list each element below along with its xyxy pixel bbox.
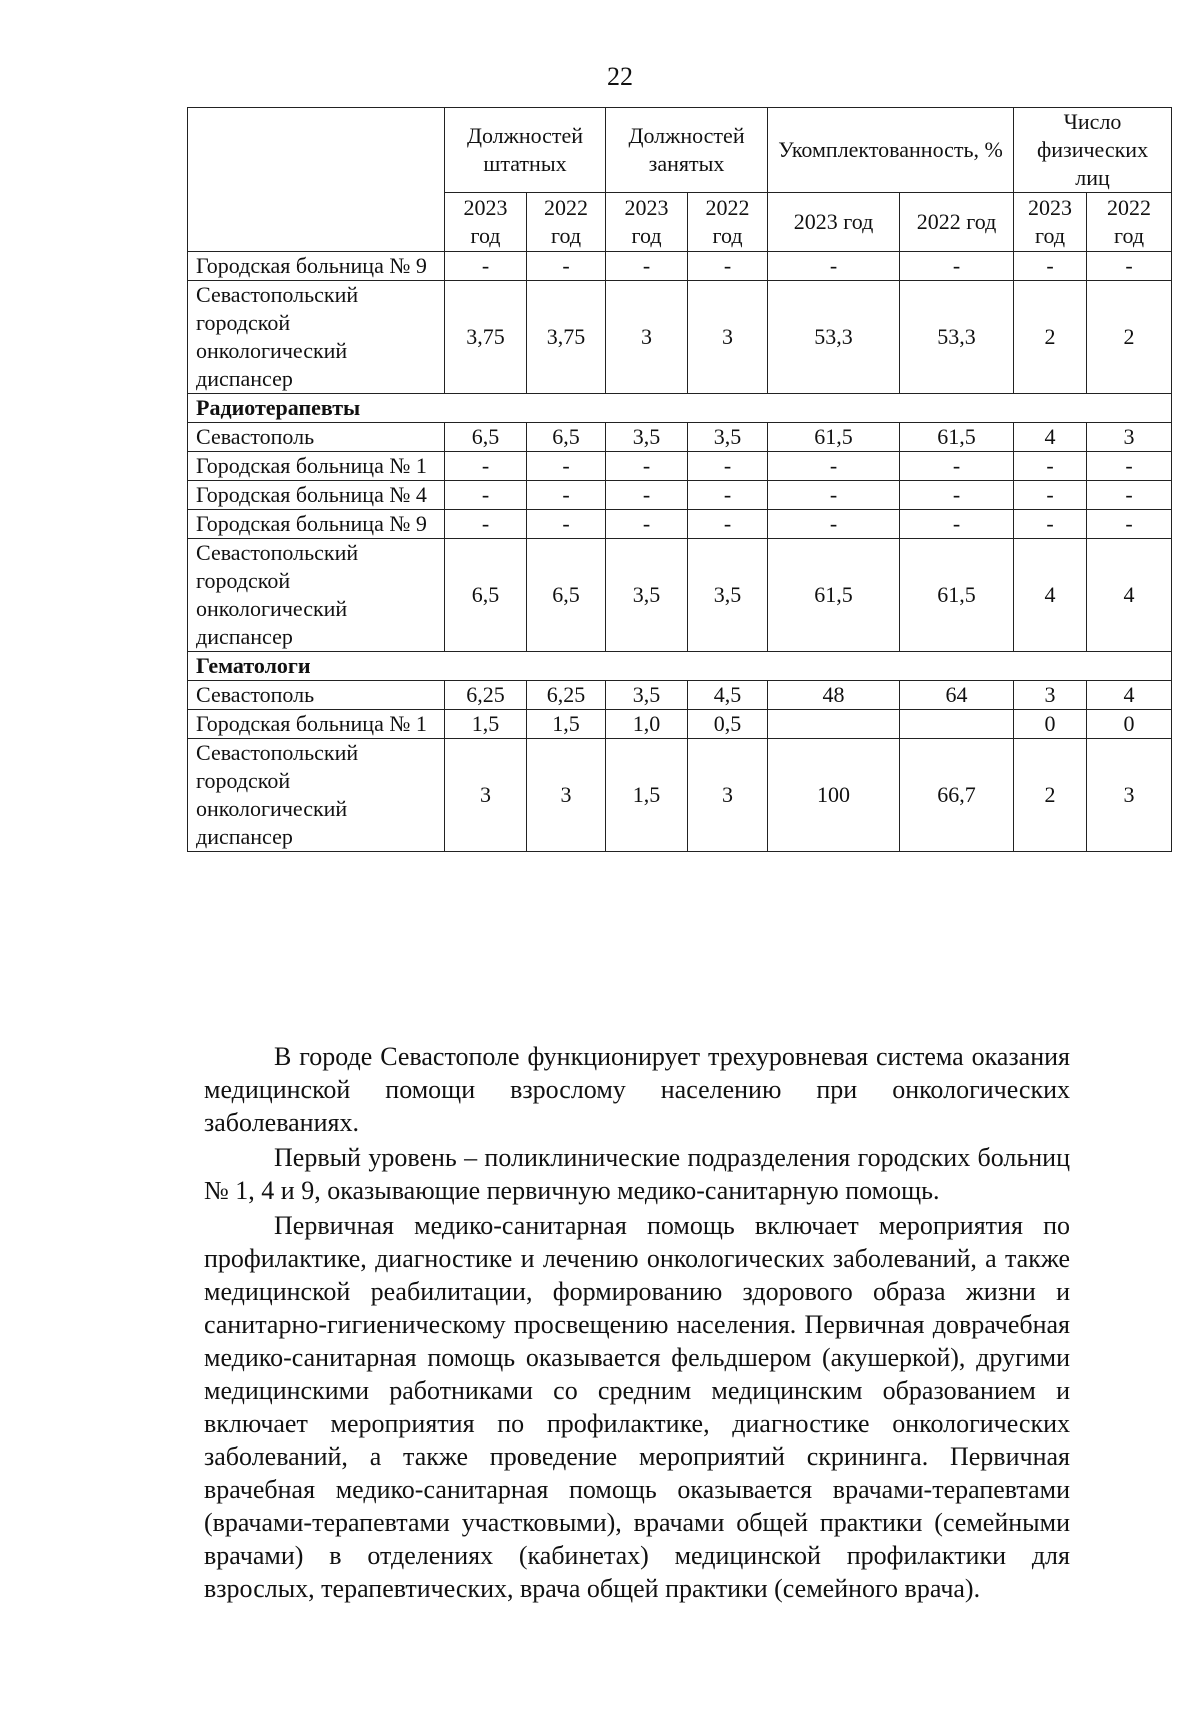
table-cell: 61,5 (768, 423, 900, 452)
paragraph: Первичная медико-санитарная помощь включает мероприятия по профилактике, диагностике и лечению онкологических заболеваний, а также медицинской реабилитации, формированию здорового образа жизни и санитарно-гигиеническому просвещению населения. Первичная доврачебная медико-санитарная помощь оказывается фельдшером (акушеркой), другими медицинскими работниками со средним медицинским образованием и включает мероприятия по профилактике, диагностике онкологических заболеваний, а также проведение мероприятий скрининга. Первичная врачебная медико-санитарная помощь оказывается врачами-терапевтами (врачами-терапевтами участковыми), врачами общей практики (семейными врачами) в отделениях (кабинетах) медицинской профилактики для взрослых, терапевтических, врача общей практики (семейного врача). (204, 1211, 1070, 1603)
institution-name: Севастополь (188, 681, 445, 710)
header-year: 2022 год (900, 193, 1014, 252)
table-section-row (188, 394, 1172, 423)
table-cell: 0 (1014, 710, 1087, 739)
table-row (188, 539, 1172, 652)
table-cell: 1,5 (527, 710, 606, 739)
table-cell: 4 (1087, 681, 1172, 710)
header-year: 2023 год (768, 193, 900, 252)
table-cell: 2 (1014, 281, 1087, 394)
table-cell: - (1014, 481, 1087, 510)
table-cell: - (606, 481, 688, 510)
table-row (188, 510, 1172, 539)
staff-table (187, 107, 1172, 852)
table-cell: 3,5 (688, 423, 768, 452)
table-cell: - (606, 252, 688, 281)
table-cell: 48 (768, 681, 900, 710)
page-number: 22 (607, 62, 633, 91)
table-cell: - (688, 510, 768, 539)
table-cell: - (768, 481, 900, 510)
table-cell: 61,5 (900, 539, 1014, 652)
table-cell: - (527, 510, 606, 539)
header-staff-positions: Должностей штатных (445, 108, 606, 193)
table-cell: - (527, 452, 606, 481)
table-row (188, 423, 1172, 452)
table-cell: 3 (688, 739, 768, 852)
table-cell: 3,5 (606, 539, 688, 652)
table-cell (900, 710, 1014, 739)
table-cell: 61,5 (900, 423, 1014, 452)
table-cell: 61,5 (768, 539, 900, 652)
table-cell: 6,25 (445, 681, 527, 710)
table-cell: 3 (445, 739, 527, 852)
header-staffing-percent: Укомплектованность, % (768, 108, 1014, 193)
table-cell: 3 (688, 281, 768, 394)
institution-name: Городская больница № 1 (188, 452, 445, 481)
paragraph: Первый уровень – поликлинические подразделения городских больниц № 1, 4 и 9, оказывающие первичную медико-санитарную помощь. (204, 1143, 1070, 1205)
institution-name: Городская больница № 1 (188, 710, 445, 739)
table-cell: - (1087, 452, 1172, 481)
table-cell: 3 (1014, 681, 1087, 710)
table-cell: 2 (1087, 281, 1172, 394)
table-cell: 3 (1087, 739, 1172, 852)
header-year: 2022 год (527, 193, 606, 252)
institution-name: Городская больница № 4 (188, 481, 445, 510)
table-cell: - (1014, 510, 1087, 539)
table-cell: - (606, 452, 688, 481)
table-cell: 4,5 (688, 681, 768, 710)
institution-name: Городская больница № 9 (188, 252, 445, 281)
table-cell: 3 (606, 281, 688, 394)
table-body (188, 252, 1172, 852)
table-cell: 64 (900, 681, 1014, 710)
table-cell: 4 (1014, 423, 1087, 452)
table-cell: - (445, 481, 527, 510)
section-title: Гематологи (188, 652, 1172, 681)
table-row (188, 739, 1172, 852)
table-cell: - (768, 510, 900, 539)
header-individuals: Число физических лиц (1014, 108, 1172, 193)
table-cell: 6,25 (527, 681, 606, 710)
table-cell: 66,7 (900, 739, 1014, 852)
table-cell: - (688, 481, 768, 510)
table-cell: 1,5 (606, 739, 688, 852)
header-year: 2022 год (1087, 193, 1172, 252)
table-cell: - (527, 252, 606, 281)
table-cell: 100 (768, 739, 900, 852)
section-title: Радиотерапевты (188, 394, 1172, 423)
table-row (188, 710, 1172, 739)
table-cell: - (445, 252, 527, 281)
table-cell: 3 (527, 739, 606, 852)
table-section-row (188, 652, 1172, 681)
table-cell: 0,5 (688, 710, 768, 739)
table-row (188, 281, 1172, 394)
table-cell: - (688, 452, 768, 481)
institution-name: Севастопольский городской онкологический диспансер (188, 281, 445, 394)
table-cell: - (768, 252, 900, 281)
table-cell: 2 (1014, 739, 1087, 852)
table-cell: - (900, 252, 1014, 281)
institution-name: Городская больница № 9 (188, 510, 445, 539)
body-text (204, 1040, 1070, 1607)
header-year: 2023 год (445, 193, 527, 252)
table-row (188, 681, 1172, 710)
table-cell: 3,5 (606, 423, 688, 452)
table-row (188, 452, 1172, 481)
table-cell: - (527, 481, 606, 510)
table-cell: 3 (1087, 423, 1172, 452)
table-cell: - (1014, 252, 1087, 281)
table-row (188, 481, 1172, 510)
table-cell: 4 (1087, 539, 1172, 652)
header-occupied-positions: Должностей занятых (606, 108, 768, 193)
table-cell: - (1087, 510, 1172, 539)
table-cell: 3,5 (606, 681, 688, 710)
table-cell: - (900, 481, 1014, 510)
table-cell: 6,5 (445, 539, 527, 652)
header-row-groups (188, 108, 1172, 193)
table-cell: 0 (1087, 710, 1172, 739)
institution-name: Севастополь (188, 423, 445, 452)
table-cell: - (445, 452, 527, 481)
table-cell: 3,5 (688, 539, 768, 652)
table-cell: - (768, 452, 900, 481)
header-year: 2023 год (606, 193, 688, 252)
table-cell: 1,5 (445, 710, 527, 739)
institution-name: Севастопольский городской онкологический диспансер (188, 739, 445, 852)
table-cell: 53,3 (900, 281, 1014, 394)
table-cell: - (1087, 252, 1172, 281)
header-year: 2022 год (688, 193, 768, 252)
table-cell: - (688, 252, 768, 281)
table-cell: - (1087, 481, 1172, 510)
table-cell: - (1014, 452, 1087, 481)
table-cell: 4 (1014, 539, 1087, 652)
table-cell: - (606, 510, 688, 539)
table-cell: 6,5 (527, 539, 606, 652)
table-cell: 3,75 (527, 281, 606, 394)
table-cell: 1,0 (606, 710, 688, 739)
table-cell: - (900, 452, 1014, 481)
header-empty-cell (188, 108, 445, 252)
institution-name: Севастопольский городской онкологический диспансер (188, 539, 445, 652)
table-cell: 6,5 (527, 423, 606, 452)
table-row (188, 252, 1172, 281)
table-cell: - (445, 510, 527, 539)
header-year: 2023 год (1014, 193, 1087, 252)
table-cell: 6,5 (445, 423, 527, 452)
paragraph: В городе Севастополе функционирует трехуровневая система оказания медицинской помощи взрослому населению при онкологических заболеваниях. (204, 1042, 1070, 1137)
table-cell: 3,75 (445, 281, 527, 394)
table-cell: 53,3 (768, 281, 900, 394)
table-cell (768, 710, 900, 739)
table-cell: - (900, 510, 1014, 539)
